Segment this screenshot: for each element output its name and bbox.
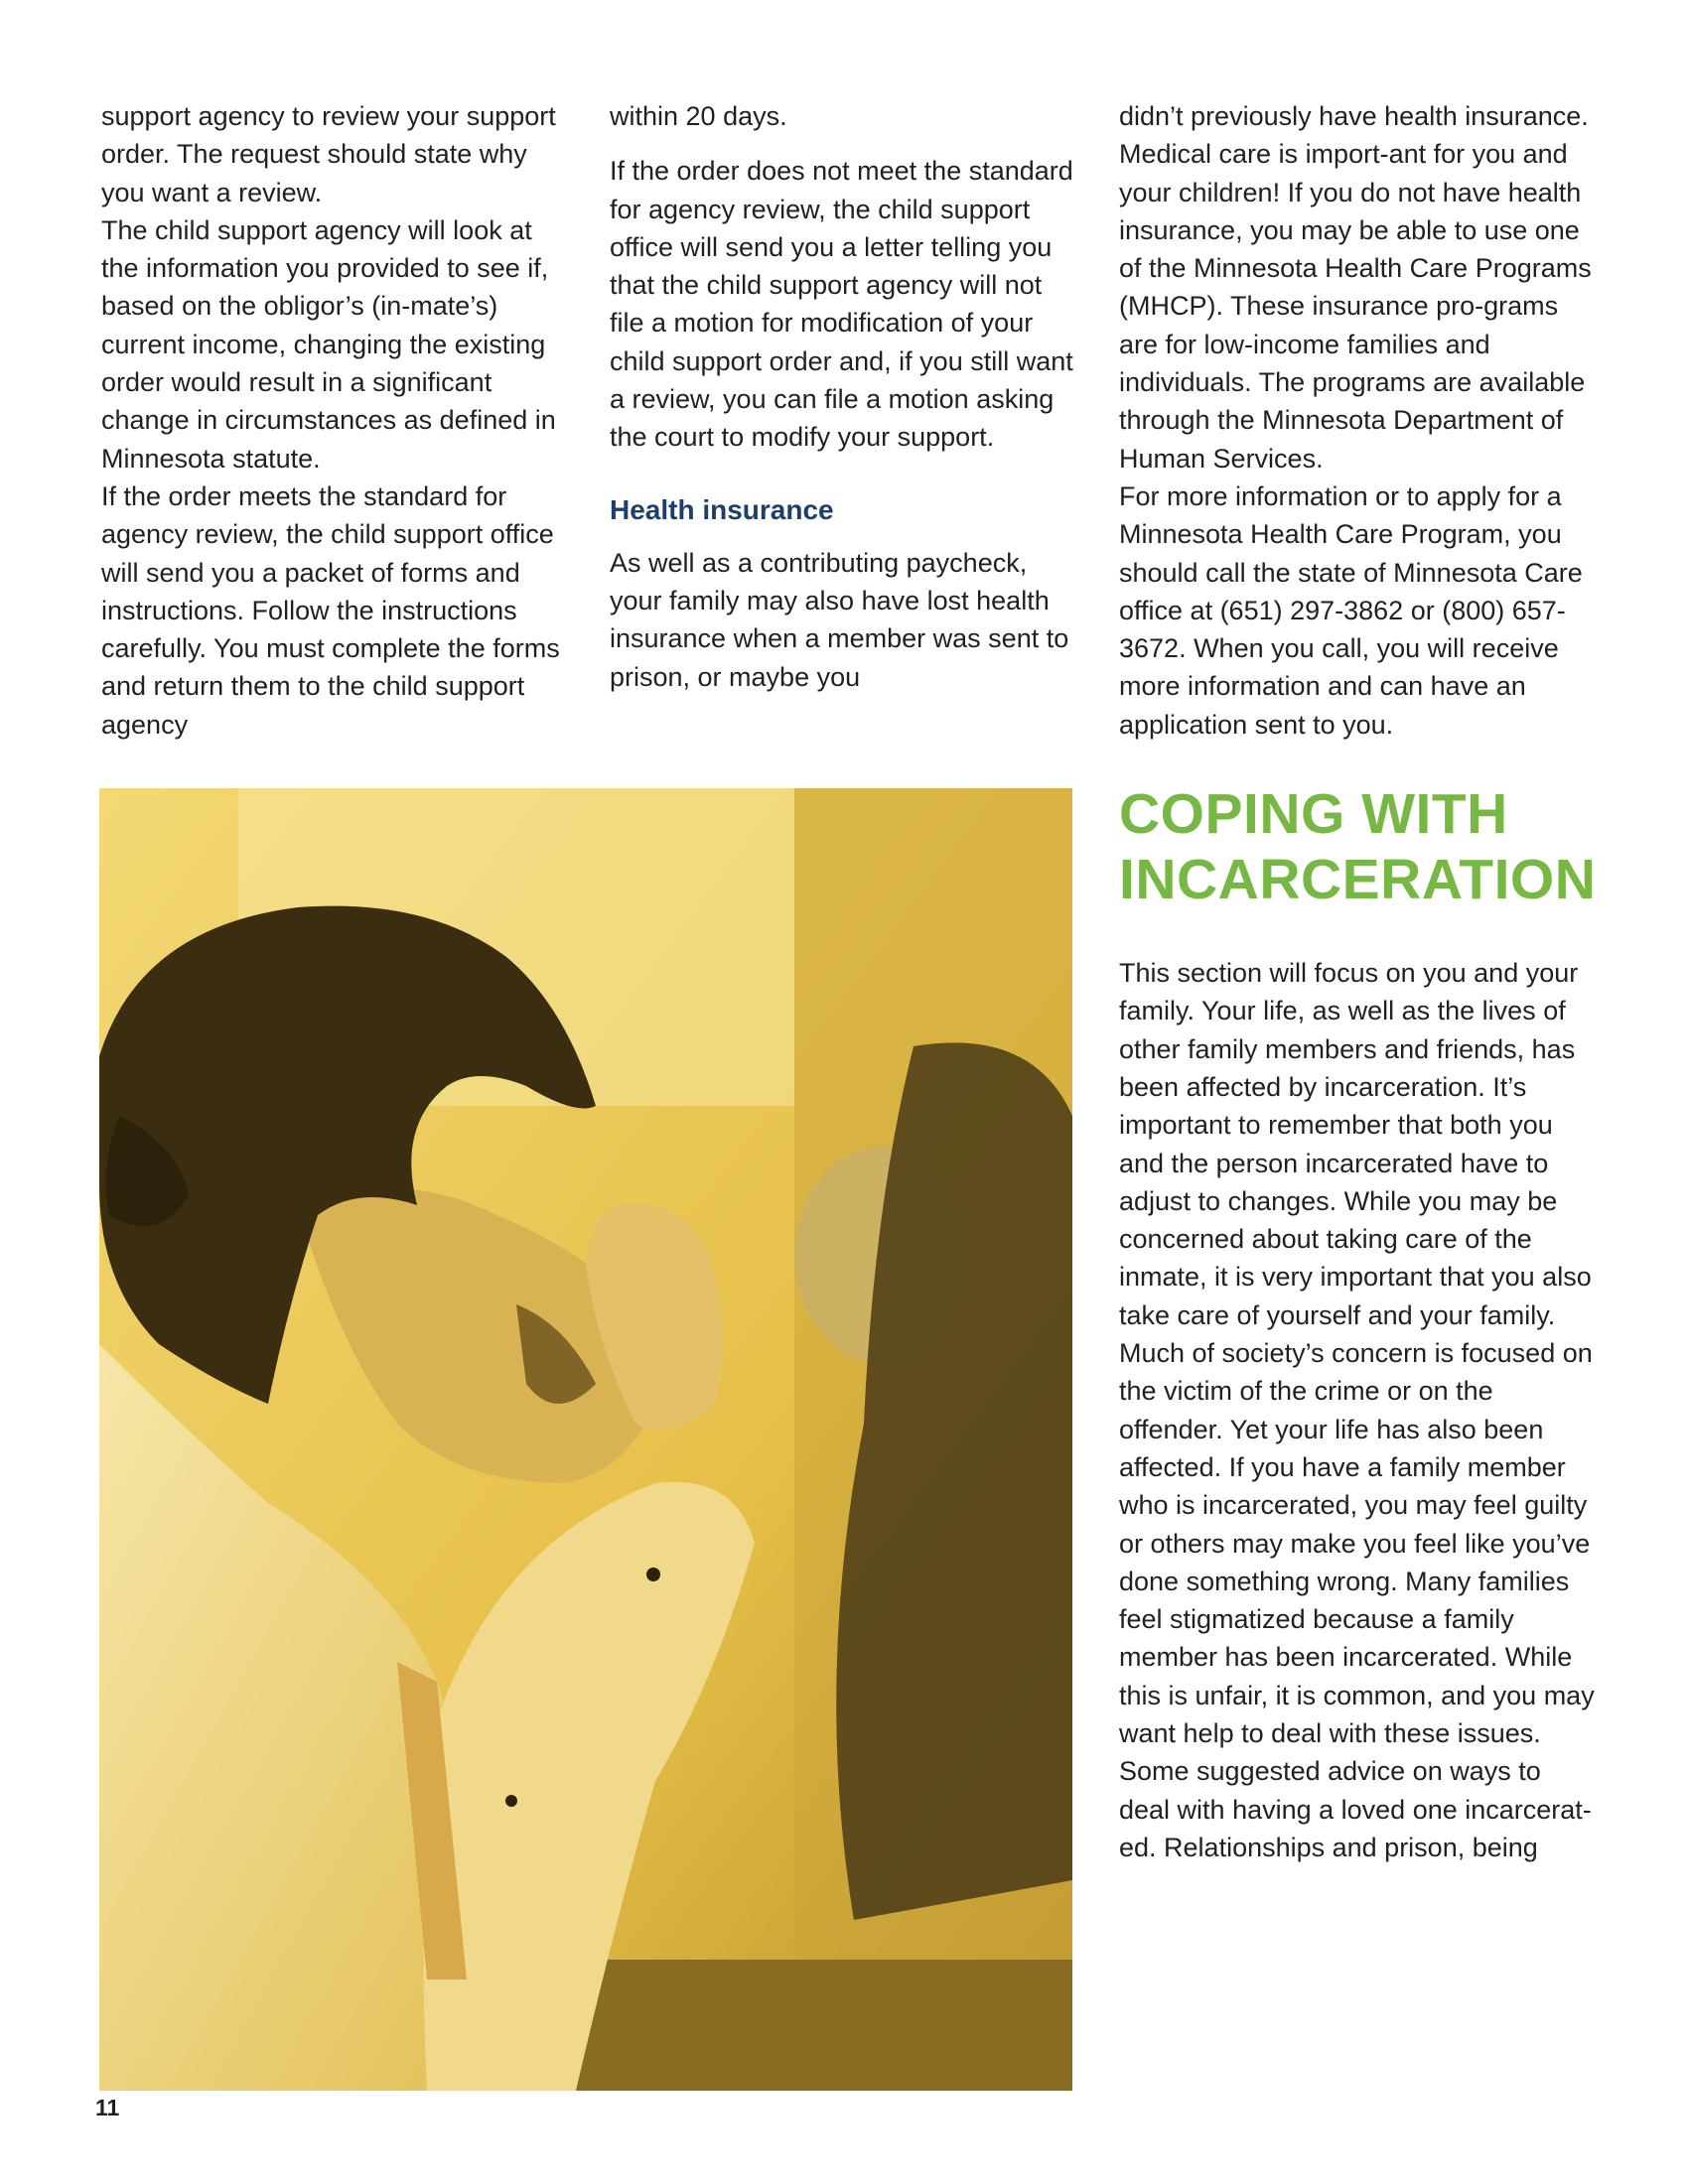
paragraph: didn’t previously have health insurance. Medical care is import-ant for you and your children! If you do not have health insurance, you may be able to use one of the Minnesota Health Care Programs (MHCP). These insurance pro-grams are for low-income families and individuals. The programs are available through the Minnesota Department of Human Services.: [1119, 101, 1592, 474]
coping-section-heading: [1119, 781, 1596, 912]
paragraph: This section will focus on you and your family. Your life, as well as the lives of other family members and friends, has been affected by incarceration. It’s important to remember that both you and the person incarcerated have to adjust to changes. While you may be concerned about taking care of the inmate, it is very important that you also take care of yourself and your family. Much of society’s concern is focused on the victim of the crime or on the offender. Yet your life has also been affected. If you have a family member who is incarcerated, you may feel guilty or others may make you feel like you’ve done something wrong. Many families feel stigmatized because a family member has been incarcerated. While this is unfair, it is common, and you may want help to deal with these issues. Some suggested advice on ways to deal with having a loved one incarcerat-ed. Relationships and prison, being: [1119, 958, 1595, 1862]
shirt-button: [505, 1795, 517, 1807]
paragraph: If the order meets the standard for agency review, the child support office will send you a packet of forms and instructions. Follow the instructions carefully. You must complete the forms and return them to the child support agency: [101, 480, 560, 740]
paragraph: As well as a contributing paycheck, your family may also have lost health insurance when a member was sent to prison, or maybe you: [610, 547, 1069, 692]
cuff-button: [646, 1568, 660, 1581]
photo-illustration: [99, 788, 1072, 2091]
paragraph: If the order does not meet the standard for agency review, the child support office will send you a letter telling you that the child support agency will not file a motion for modification of your child support order and, if you still want a review, you can file a motion asking the court to modify your support.: [610, 156, 1073, 453]
heading-line-1: COPING WITH: [1119, 782, 1508, 847]
text-column-1: [101, 97, 568, 744]
paragraph: For more information or to apply for a Minnesota Health Care Program, you should call the state of Minnesota Care office at (651) 297-3862 or (800) 657-3672. When you call, you will receive more information and can have an application sent to you.: [1119, 480, 1583, 740]
heading-line-2: INCARCERATION: [1119, 848, 1597, 912]
health-insurance-heading: Health insurance: [610, 493, 834, 525]
paragraph: within 20 days.: [610, 101, 787, 131]
text-column-3: [1119, 97, 1596, 1866]
paragraph: support agency to review your support order. The request should state why you want a review.: [101, 101, 556, 207]
text-column-2: [610, 97, 1076, 696]
page-number: 11: [95, 2095, 120, 2120]
paragraph: The child support agency will look at the information you provided to see if, based on the obligor’s (in-mate’s) current income, changing the existing order would result in a significant change in circumstances as defined in Minnesota statute.: [101, 214, 556, 474]
duotone-photo: [99, 788, 1072, 2091]
